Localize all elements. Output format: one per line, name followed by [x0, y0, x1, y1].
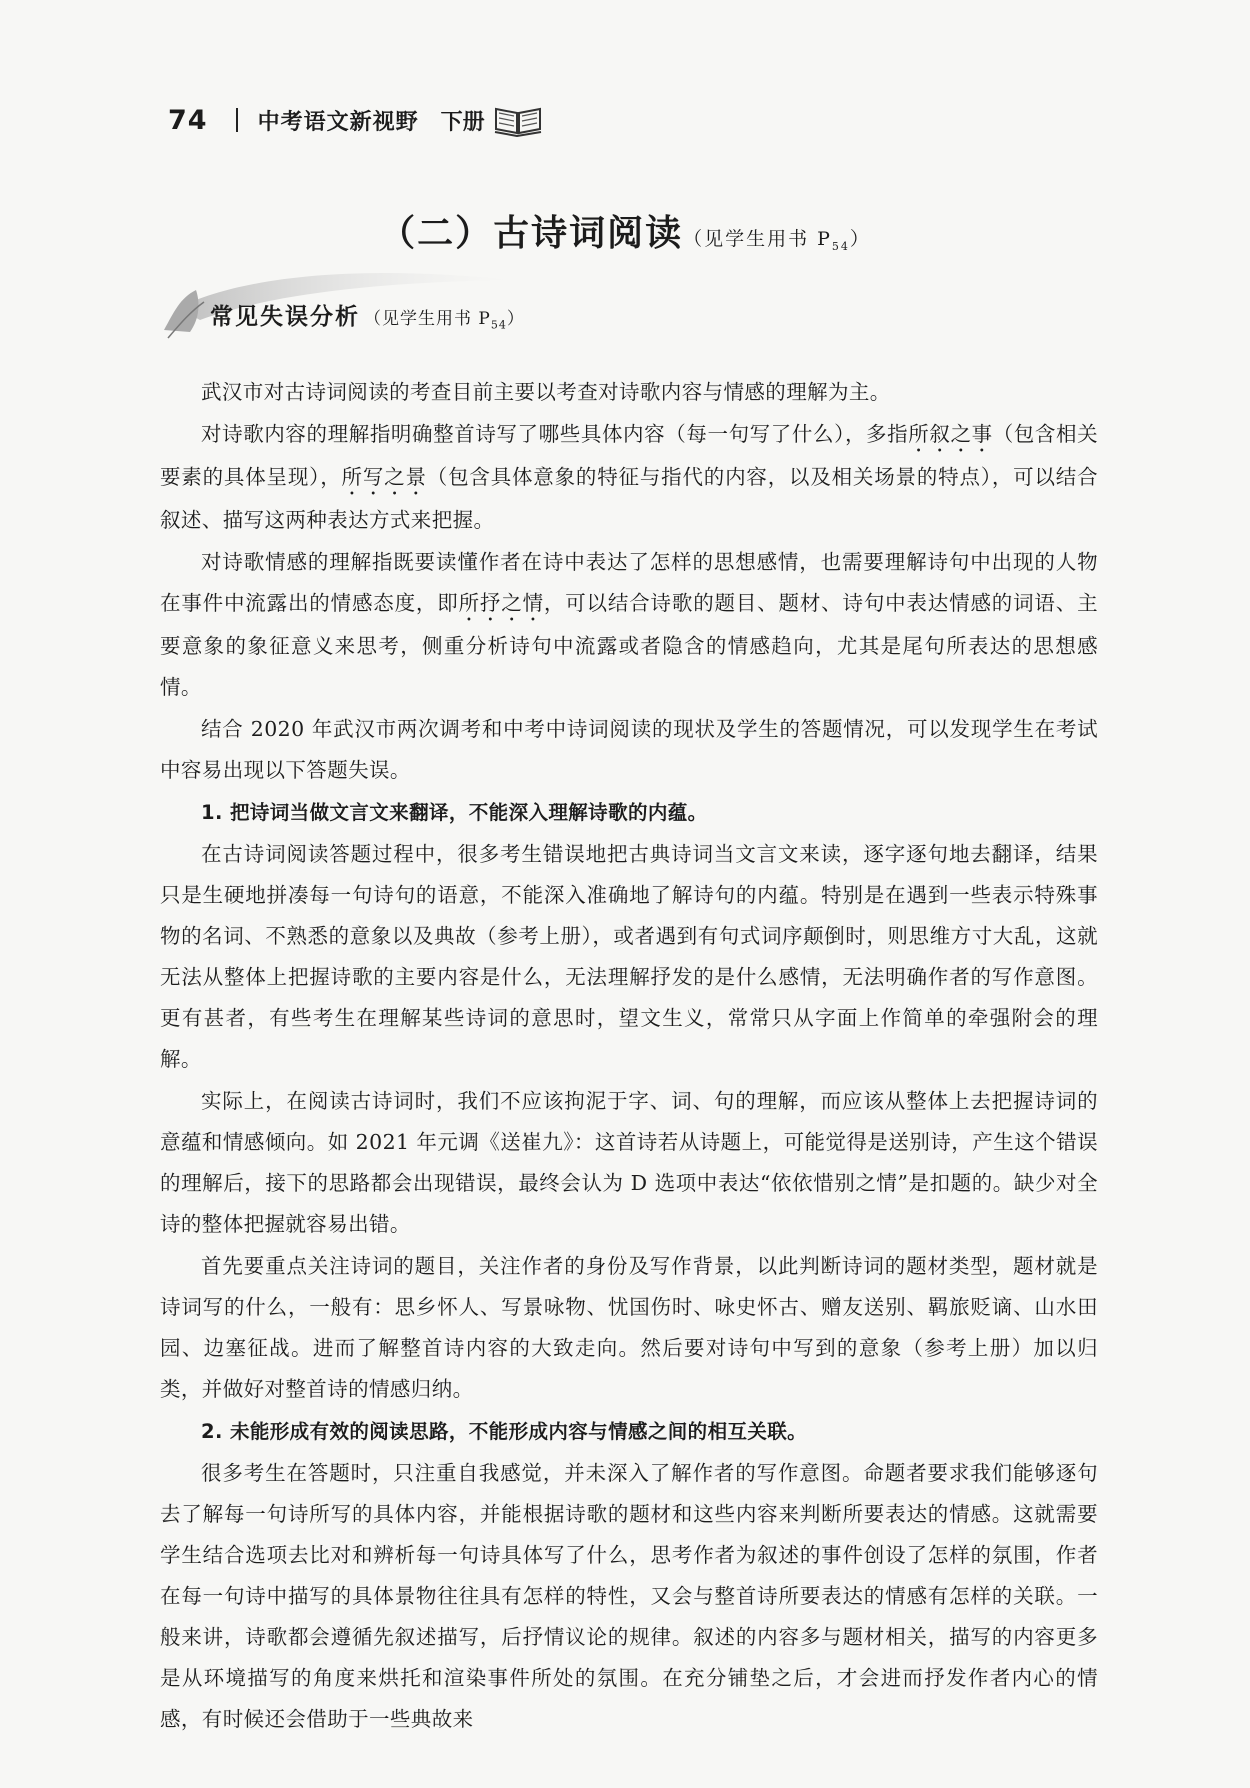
subsection-title: 常见失误分析	[210, 304, 360, 330]
paragraph: 武汉市对古诗词阅读的考查目前主要以考查对诗歌内容与情感的理解为主。	[201, 380, 891, 404]
numbered-heading: 2. 未能形成有效的阅读思路，不能形成内容与情感之间的相互关联。	[201, 1420, 808, 1443]
emphasized-text: 所叙之事	[908, 422, 993, 446]
volume-label: 下册	[440, 109, 485, 135]
open-book-icon	[493, 103, 543, 137]
paragraph: 对诗歌内容的理解指明确整首诗写了哪些具体内容（每一句写了什么），多指所叙之事（包含相关要素的具体呈现），所写之景（包含具体意象的特征与指代的内容，以及相关场景的特点），可以结合叙述、描写这两种表达方式来把握。	[160, 422, 1098, 532]
paragraph: 首先要重点关注诗词的题目，关注作者的身份及写作背景，以此判断诗词的题材类型，题材就是诗词写的什么，一般有：思乡怀人、写景咏物、忧国伤时、咏史怀古、赠友送别、羁旅贬谪、山水田园、边塞征战。进而了解整首诗内容的大致走向。然后要对诗句中写到的意象（参考上册）加以归类，并做好对整首诗的情感归纳。	[160, 1254, 1098, 1401]
subsection-reference: （见学生用书 $P_{54}$）	[364, 309, 525, 332]
body-text	[160, 372, 1098, 1741]
book-title: 中考语文新视野	[257, 109, 419, 135]
section-reference: （见学生用书 $P_{54}$）	[683, 228, 871, 253]
running-header	[168, 100, 543, 140]
header-divider	[236, 108, 238, 132]
subsection-heading	[160, 272, 525, 342]
paragraph: 很多考生在答题时，只注重自我感觉，并未深入了解作者的写作意图。命题者要求我们能够逐句去了解每一句诗所写的具体内容，并能根据诗歌的题材和这些内容来判断所要表达的情感。这就需要学生结合选项去比对和辨析每一句诗具体写了什么，思考作者为叙述的事件创设了怎样的氛围，作者在每一句诗中描写的具体景物往往具有怎样的特性，又会与整首诗所要表达的情感有怎样的关联。一般来讲，诗歌都会遵循先叙述描写，后抒情议论的规律。叙述的内容多与题材相关，描写的内容更多是从环境描写的角度来烘托和渲染事件所处的氛围。在充分铺垫之后，才会进而抒发作者内心的情感，有时候还会借助于一些典故来	[160, 1461, 1098, 1731]
section-title	[0, 205, 1250, 256]
page-number: 74	[168, 104, 208, 136]
paragraph: 对诗歌情感的理解指既要读懂作者在诗中表达了怎样的思想感情，也需要理解诗句中出现的人物在事件中流露出的情感态度，即所抒之情，可以结合诗歌的题目、题材、诗句中表达情感的词语、主要意象的象征意义来思考，侧重分析诗句中流露或者隐含的情感趋向，尤其是尾句所表达的思想感情。	[160, 550, 1098, 699]
paragraph: 实际上，在阅读古诗词时，我们不应该拘泥于字、词、句的理解，而应该从整体上去把握诗词的意蕴和情感倾向。如 2021 年元调《送崔九》：这首诗若从诗题上，可能觉得是送别诗，产生这个错误的理解后，接下的思路都会出现错误，最终会认为 D 选项中表达“依依惜别之情”是扣题的。缺少对全诗的整体把握就容易出错。	[160, 1089, 1098, 1236]
paragraph: 在古诗词阅读答题过程中，很多考生错误地把古典诗词当文言文来读，逐字逐句地去翻译，结果只是生硬地拼凑每一句诗句的语意，不能深入准确地了解诗句的内蕴。特别是在遇到一些表示特殊事物的名词、不熟悉的意象以及典故（参考上册），或者遇到有句式词序颠倒时，则思维方寸大乱，这就无法从整体上把握诗歌的主要内容是什么，无法理解抒发的是什么感情，无法明确作者的写作意图。更有甚者，有些考生在理解某些诗词的意思时，望文生义，常常只从字面上作简单的牵强附会的理解。	[160, 842, 1098, 1071]
section-heading: （二）古诗词阅读	[379, 213, 684, 254]
emphasized-text: 所抒之情	[458, 591, 544, 615]
paragraph: 结合 2020 年武汉市两次调考和中考中诗词阅读的现状及学生的答题情况，可以发现学生在考试中容易出现以下答题失误。	[160, 717, 1098, 782]
emphasized-text: 所写之景	[341, 465, 427, 489]
numbered-heading: 1. 把诗词当做文言文来翻译，不能深入理解诗歌的内蕴。	[201, 801, 708, 824]
